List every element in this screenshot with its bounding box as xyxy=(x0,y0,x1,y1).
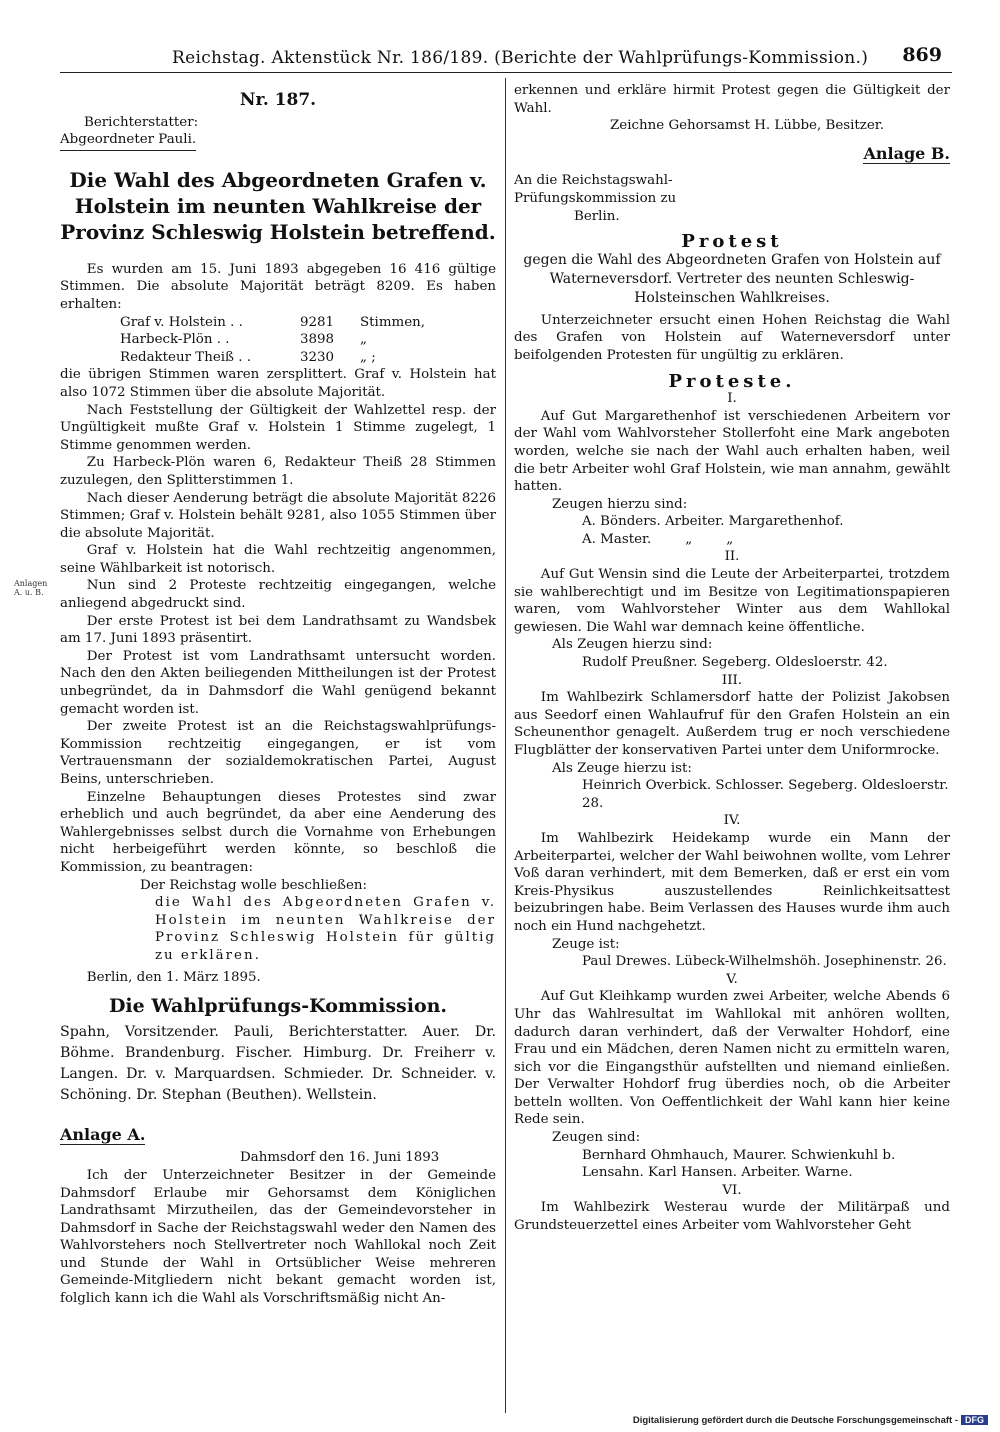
document-number: Nr. 187. xyxy=(239,90,317,110)
anlage-a-heading xyxy=(60,1126,496,1146)
witness-4a: Paul Drewes. Lübeck-Wilhelmshöh. Josephinenstr. 26. xyxy=(582,954,947,970)
berichterstatter-name-line xyxy=(60,131,496,151)
vote-count: 3230 xyxy=(300,349,335,365)
roman-numeral-1: I. xyxy=(727,391,737,407)
vote-unit: Stimmen, xyxy=(360,314,426,330)
header-rule xyxy=(60,72,952,73)
roman-numeral-6: VI. xyxy=(722,1182,742,1198)
witness-heading-3: Als Zeuge hierzu ist: xyxy=(552,760,692,776)
vote-unit: „ ; xyxy=(360,349,376,365)
roman-numeral-5: V. xyxy=(726,971,738,987)
address-line-3: Berlin. xyxy=(574,208,620,224)
paragraph-4: Zu Harbeck-Plön waren 6, Redakteur Theiß 28 Stimmen zuzulegen, den Splitterstimmen 1. xyxy=(60,455,496,488)
roman-numeral-2: II. xyxy=(724,549,740,565)
protest-item-4: Im Wahlbezirk Heidekamp wurde ein Mann der Arbeiterpartei, welcher der Wahl beiwohnen wollte, vom Lehrer Voß daran verhindert, mit dem Bemerken, daß er erst ein vom Kreis-Physikus auszustellendes Reinlichkeitsattest beizubringen habe. Beim Verlassen des Hauses wurde ihm auch noch ein Hund nachgehetzt. xyxy=(514,830,950,934)
witness-1b: A. Master. „ „ xyxy=(582,531,734,547)
berichterstatter-label: Berichterstatter: xyxy=(84,114,199,130)
vote-count: 3898 xyxy=(300,332,335,348)
proteste-heading: Proteste. xyxy=(668,370,796,392)
left-column xyxy=(14,82,496,1308)
vote-unit: „ xyxy=(360,332,367,348)
anlage-a-date: Dahmsdorf den 16. Juni 1893 xyxy=(240,1150,440,1166)
anlage-a-signature: Zeichne Gehorsamst H. Lübbe, Besitzer. xyxy=(610,118,884,134)
vote-count: 9281 xyxy=(300,314,335,330)
address-line-1: An die Reichstagswahl- xyxy=(514,173,673,189)
anlage-a-text: Ich der Unterzeichneter Besitzer in der Gemeinde Dahmsdorf Erlaube mir Gehorsamst dem Königlichen Landrathsamt Mirzutheilen, das der Gemeindevorsteher in Dahmsdorf in Sache der Reichstagswahl weder den Namen des Wahlvorstehers noch Stellvertreter noch Wahllokal noch Zeit und Stunde der Wahl in Ortsüblicher Weise mehreren Gemeinde-Mitgliedern nicht bekant gemacht worden ist, folglich kann ich die Wahl als Vorschriftsmäßig nicht An- xyxy=(60,1167,496,1307)
witness-heading-4: Zeuge ist: xyxy=(552,936,620,952)
commission-heading: Die Wahlprüfungs-Kommission. xyxy=(108,995,448,1018)
witness-2a: Rudolf Preußner. Segeberg. Oldesloerstr. 42. xyxy=(582,655,888,671)
berichterstatter-name: Abgeordneter Pauli. xyxy=(60,131,196,151)
vote-row xyxy=(120,314,496,332)
paragraph-2: die übrigen Stimmen waren zersplittert. Graf v. Holstein hat also 1072 Stimmen über die absolute Majorität. xyxy=(60,367,496,400)
anlage-a-continued: erkennen und erkläre hirmit Protest gegen die Gültigkeit der Wahl. xyxy=(514,83,950,116)
page-number: 869 xyxy=(902,44,942,66)
column-divider xyxy=(505,78,506,1413)
protest-item-3: Im Wahlbezirk Schlamersdorf hatte der Polizist Jakobsen aus Seedorf einen Wahlaufruf für den Grafen Holstein an ein Scheunenthor genagelt. Außerdem trug er noch verschiedene Flugblätter der konservativen Partei unter dem Uniformrocke. xyxy=(514,690,950,758)
witness-heading-2: Als Zeugen hierzu sind: xyxy=(552,637,713,653)
anlage-a-label: Anlage A. xyxy=(60,1124,146,1144)
candidate-name: Graf v. Holstein . . xyxy=(120,314,243,330)
roman-numeral-4: IV. xyxy=(723,813,741,829)
paragraph-8: Der erste Protest ist bei dem Landrathsamt zu Wandsbek am 17. Juni 1893 präsentirt. xyxy=(60,613,496,647)
vote-row xyxy=(120,349,496,367)
vote-list xyxy=(120,314,496,367)
right-column xyxy=(514,82,950,1235)
paragraph-votes-intro: Es wurden am 15. Juni 1893 abgegeben 16 416 gültige Stimmen. Die absolute Majorität beträgt 8209. Es haben erhalten: xyxy=(60,261,496,312)
margin-note: Anlagen A. u. B. xyxy=(14,579,48,598)
paragraph-7: Nun sind 2 Proteste rechtzeitig eingegangen, welche anliegend abgedruckt sind. xyxy=(60,578,496,612)
witness-1a: A. Bönders. Arbeiter. Margarethenhof. xyxy=(582,514,844,530)
protest-intro: Unterzeichneter ersucht einen Hohen Reichstag die Wahl des Grafen von Holstein auf Waterneversdorf unter beifolgenden Protesten für ungültig zu erklären. xyxy=(514,312,950,363)
anlage-b-heading xyxy=(514,145,950,165)
report-title: Die Wahl des Abgeordneten Grafen v. Holstein im neunten Wahlkreise der Provinz Schleswig Holstein betreffend. xyxy=(60,167,496,244)
paragraph-5: Nach dieser Aenderung beträgt die absolute Majorität 8226 Stimmen; Graf v. Holstein behält 9281, also 1055 Stimmen über die absolute Majorität. xyxy=(60,490,496,541)
protest-subtitle: gegen die Wahl des Abgeordneten Grafen von Holstein auf Waterneversdorf. Vertreter des neunten Schleswig-Holsteinschen Wahlkreises. xyxy=(523,251,941,306)
protest-item-1: Auf Gut Margarethenhof ist verschiedenen Arbeitern vor der Wahl vom Wahlvorsteher Stollerfoht eine Mark angeboten worden, welche sie nach der Wahl auch erhalten haben, weil die betr Arbeiter wohl Graf Holstein, wie man annahm, gewählt hatten. xyxy=(514,408,950,495)
roman-numeral-3: III. xyxy=(721,672,743,688)
witness-5a: Bernhard Ohmhauch, Maurer. Schwienkuhl b. Lensahn. Karl Hansen. Arbeiter. Warne. xyxy=(582,1147,896,1181)
decl-intro: Der Reichstag wolle beschließen: xyxy=(140,877,368,893)
protest-item-2: Auf Gut Wensin sind die Leute der Arbeiterpartei, trotzdem sie wahlberechtigt und im Besitze von Legitimationspapieren waren, vom Wahlvorsteher Winter aus dem Wahllokal gewiesen. Die Wahl war demnach keine öffentliche. xyxy=(514,567,950,635)
paragraph-9: Der Protest ist vom Landrathsamt untersucht worden. Nach den den Akten beiliegenden Mittheilungen ist der Protest unbegründet, da in Dahmsdorf die Wahl genügend bekannt gemacht worden ist. xyxy=(60,648,496,717)
protest-item-6: Im Wahlbezirk Westerau wurde der Militärpaß und Grundsteuerzettel eines Arbeiter vom Wahlvorsteher Geht xyxy=(514,1200,950,1234)
paragraph-10: Der zweite Protest ist an die Reichstagswahlprüfungs-Kommission rechtzeitig eingegangen, er ist vom Vertrauensmann der sozialdemokratischen Partei, August Beins, unterschrieben. xyxy=(60,719,496,787)
paragraph-3: Nach Feststellung der Gültigkeit der Wahlzettel resp. der Ungültigkeit mußte Graf v. Holstein 1 Stimme zugelegt, 1 Stimme genommen werden. xyxy=(60,402,496,453)
commission-members: Spahn, Vorsitzender. Pauli, Berichterstatter. Auer. Dr. Böhme. Brandenburg. Fischer. Himburg. Dr. Freiherr v. Langen. Dr. v. Marquardsen. Schmieder. Dr. Schneider. v. Schöning. Dr. Stephan (Beuthen). Wellstein. xyxy=(60,1023,496,1103)
witness-3a: Heinrich Overbick. Schlosser. Segeberg. Oldesloerstr. 28. xyxy=(582,778,949,811)
protest-item-5: Auf Gut Kleihkamp wurden zwei Arbeiter, welche Abends 6 Uhr das Wahlresultat im Wahllokal mit anhören wollten, dadurch daran verhindert, daß der Verwalter Hohdorf, eine Frau und ein Mädchen, deren Namen nicht zu ermitteln waren, sich vor die Eingangsthür aufstellten und niemand einließen. Der Verwalter Hohdorf frug überdies noch, ob die Arbeiter betteln wollten. Von Oeffentlichkeit der Wahl kann hier keine Rede sein. xyxy=(514,989,950,1128)
candidate-name: Harbeck-Plön . . xyxy=(120,332,230,348)
paragraph-7-wrap xyxy=(14,577,496,612)
date-line: Berlin, den 1. März 1895. xyxy=(86,969,261,985)
witness-heading-5: Zeugen sind: xyxy=(552,1130,641,1146)
digitization-credit xyxy=(633,1415,988,1426)
page-header xyxy=(0,44,1000,74)
decl-text: die Wahl des Abgeordneten Grafen v. Holstein im neunten Wahlkreise der Provinz Schleswig Holstein für gültig zu erklären. xyxy=(155,895,496,963)
running-title: Reichstag. Aktenstück Nr. 186/189. (Berichte der Wahlprüfungs-Kommission.) xyxy=(172,48,869,68)
protest-heading: Protest xyxy=(681,231,783,253)
vote-row xyxy=(120,331,496,349)
witness-heading-1: Zeugen hierzu sind: xyxy=(552,496,688,512)
dfg-logo: DFG xyxy=(961,1415,988,1425)
candidate-name: Redakteur Theiß . . xyxy=(120,349,251,365)
paragraph-6: Graf v. Holstein hat die Wahl rechtzeitig angenommen, seine Wählbarkeit ist notorisch. xyxy=(60,543,496,576)
address-line-2: Prüfungskommission zu xyxy=(514,190,677,206)
anlage-b-label: Anlage B. xyxy=(863,143,950,163)
paragraph-11: Einzelne Behauptungen dieses Protestes sind zwar erheblich und auch begründet, da aber eine Aenderung des Wahlergebnisses selbst durch die Vornahme von Erhebungen nicht herbeigeführt werden könnte, so beschloß die Kommission, zu beantragen: xyxy=(60,789,496,875)
credit-text: Digitalisierung gefördert durch die Deutsche Forschungsgemeinschaft - xyxy=(632,1415,958,1426)
